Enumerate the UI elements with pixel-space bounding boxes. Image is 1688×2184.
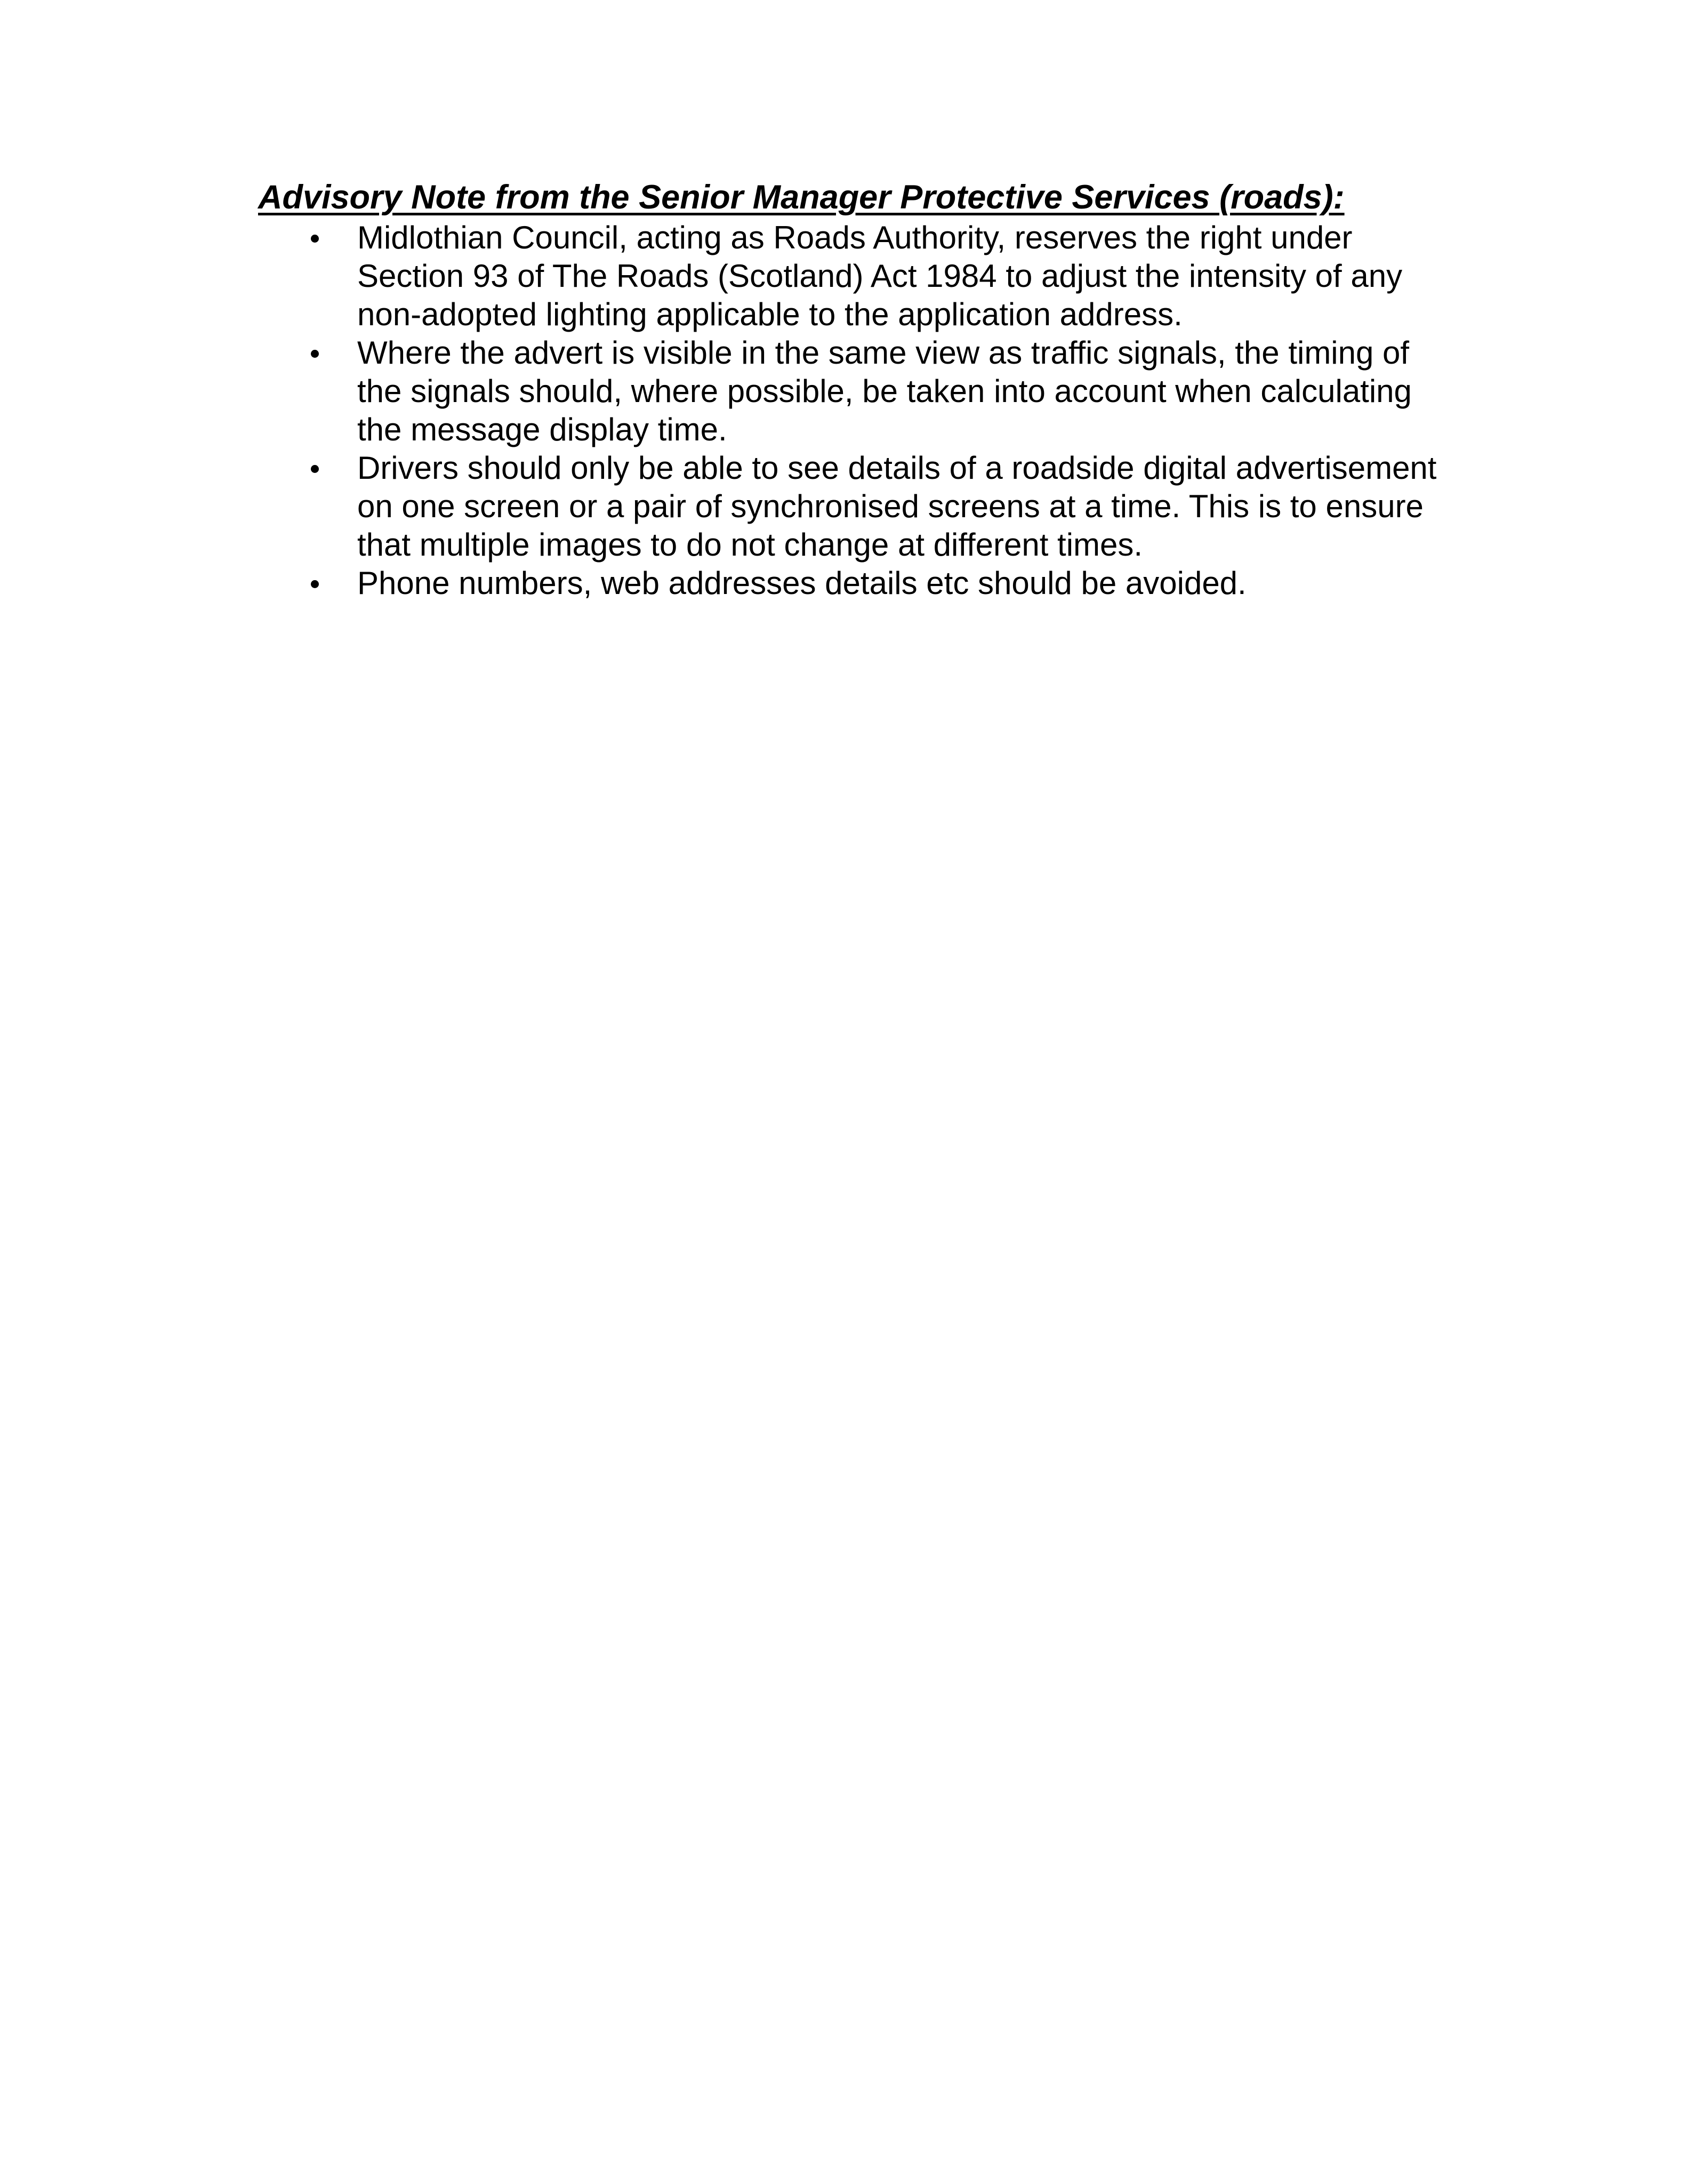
bullet-item-contact-details — [258, 564, 1527, 603]
bullet-list — [258, 219, 1527, 603]
bullet-dot-icon — [311, 350, 319, 358]
bullet-line: that multiple images to do not change at different times. — [357, 527, 1143, 563]
bullet-dot-icon — [311, 580, 319, 588]
bullet-line: Section 93 of The Roads (Scotland) Act 1984 to adjust the intensity of any — [357, 258, 1403, 294]
bullet-dot-icon — [311, 235, 319, 243]
bullet-item-screens — [258, 449, 1527, 564]
bullet-dot-icon — [311, 465, 319, 473]
bullet-item-traffic-signals — [258, 334, 1527, 449]
bullet-line: Midlothian Council, acting as Roads Authority, reserves the right under — [357, 220, 1353, 255]
advisory-note — [258, 176, 1527, 603]
bullet-item-lighting — [258, 219, 1527, 334]
bullet-line: Drivers should only be able to see details of a roadside digital advertisement — [357, 450, 1437, 486]
bullet-line: the signals should, where possible, be taken into account when calculating — [357, 373, 1412, 409]
note-heading: Advisory Note from the Senior Manager Protective Services (roads): — [258, 179, 1345, 216]
bullet-line: Where the advert is visible in the same view as traffic signals, the timing of — [357, 335, 1410, 371]
bullet-line: Phone numbers, web addresses details etc should be avoided. — [357, 565, 1247, 601]
bullet-line: on one screen or a pair of synchronised screens at a time. This is to ensure — [357, 488, 1424, 524]
bullet-line: the message display time. — [357, 412, 727, 447]
bullet-line: non-adopted lighting applicable to the application address. — [357, 296, 1183, 332]
